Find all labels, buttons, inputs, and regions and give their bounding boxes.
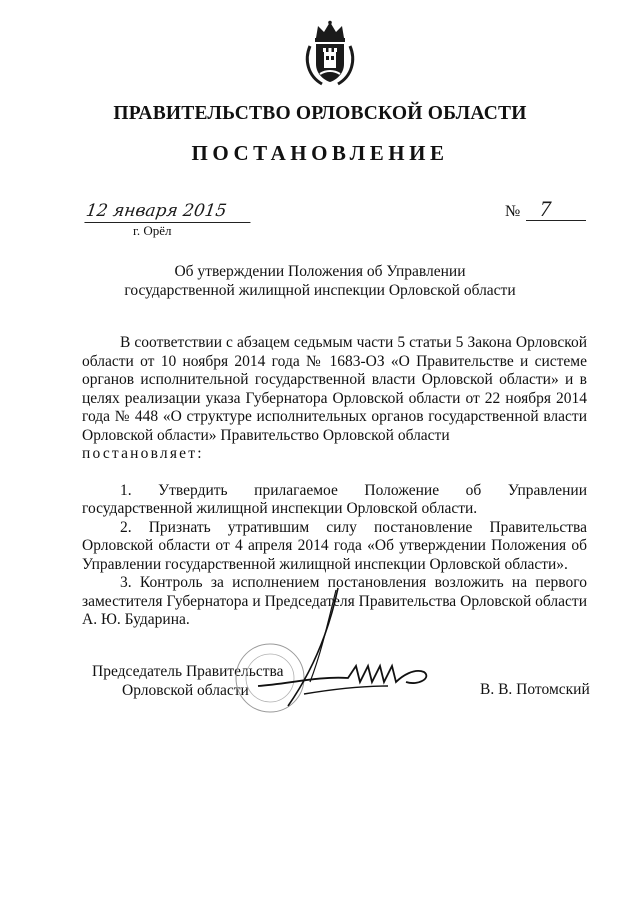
organization-title: ПРАВИТЕЛЬСТВО ОРЛОВСКОЙ ОБЛАСТИ: [113, 103, 527, 124]
handwritten-date: 12 января 2015: [84, 200, 253, 223]
signatory-title-line-1: Председатель Правительства: [92, 663, 284, 680]
subject-line-2: государственной жилищной инспекции Орловской области: [124, 282, 516, 299]
item-2: 2. Признать утратившим силу постановление Правительства Орловской области от 4 апреля 2014 года «Об утверждении Положения об Управлении государственной жилищной инспекции Орловской области».: [82, 518, 587, 573]
signatory-title-line-2: Орловской области: [122, 682, 249, 699]
signatory-name: В. В. Потомский: [480, 681, 590, 698]
item-1: 1. Утвердить прилагаемое Положение об Управлении государственной жилищной инспекции Орловской области.: [82, 481, 587, 517]
coat-of-arms-icon: [302, 20, 358, 88]
document-subject: [0, 262, 640, 300]
handwritten-number: 7: [540, 196, 551, 221]
city: г. Орёл: [133, 223, 172, 238]
preamble-paragraph: В соответствии с абзацем седьмым части 5 статьи 5 Закона Орловской области от 10 ноября 2014 года № 1683-ОЗ «О Правительстве и системе органов исполнительной государственной власти Орловской области» и в целях реализации указа Губернатора Орловской области от 22 ноября 2014 года № 448 «О структуре исполнительных органов государственной власти Орловской области» Правительство Орловской области: [82, 334, 587, 444]
signature-with-stamp-icon: [218, 586, 458, 716]
document-type: ПОСТАНОВЛЕНИЕ: [191, 141, 449, 165]
subject-line-1: Об утверждении Положения об Управлении: [174, 263, 466, 280]
number-underline: [526, 220, 586, 221]
number-label: №: [505, 203, 521, 220]
item-3: 3. Контроль за исполнением постановления возложить на первого заместителя Губернатора и Председателя Правительства Орловской области А. Ю. Бударина.: [82, 574, 587, 628]
resolves-word: постановляет:: [82, 445, 204, 462]
